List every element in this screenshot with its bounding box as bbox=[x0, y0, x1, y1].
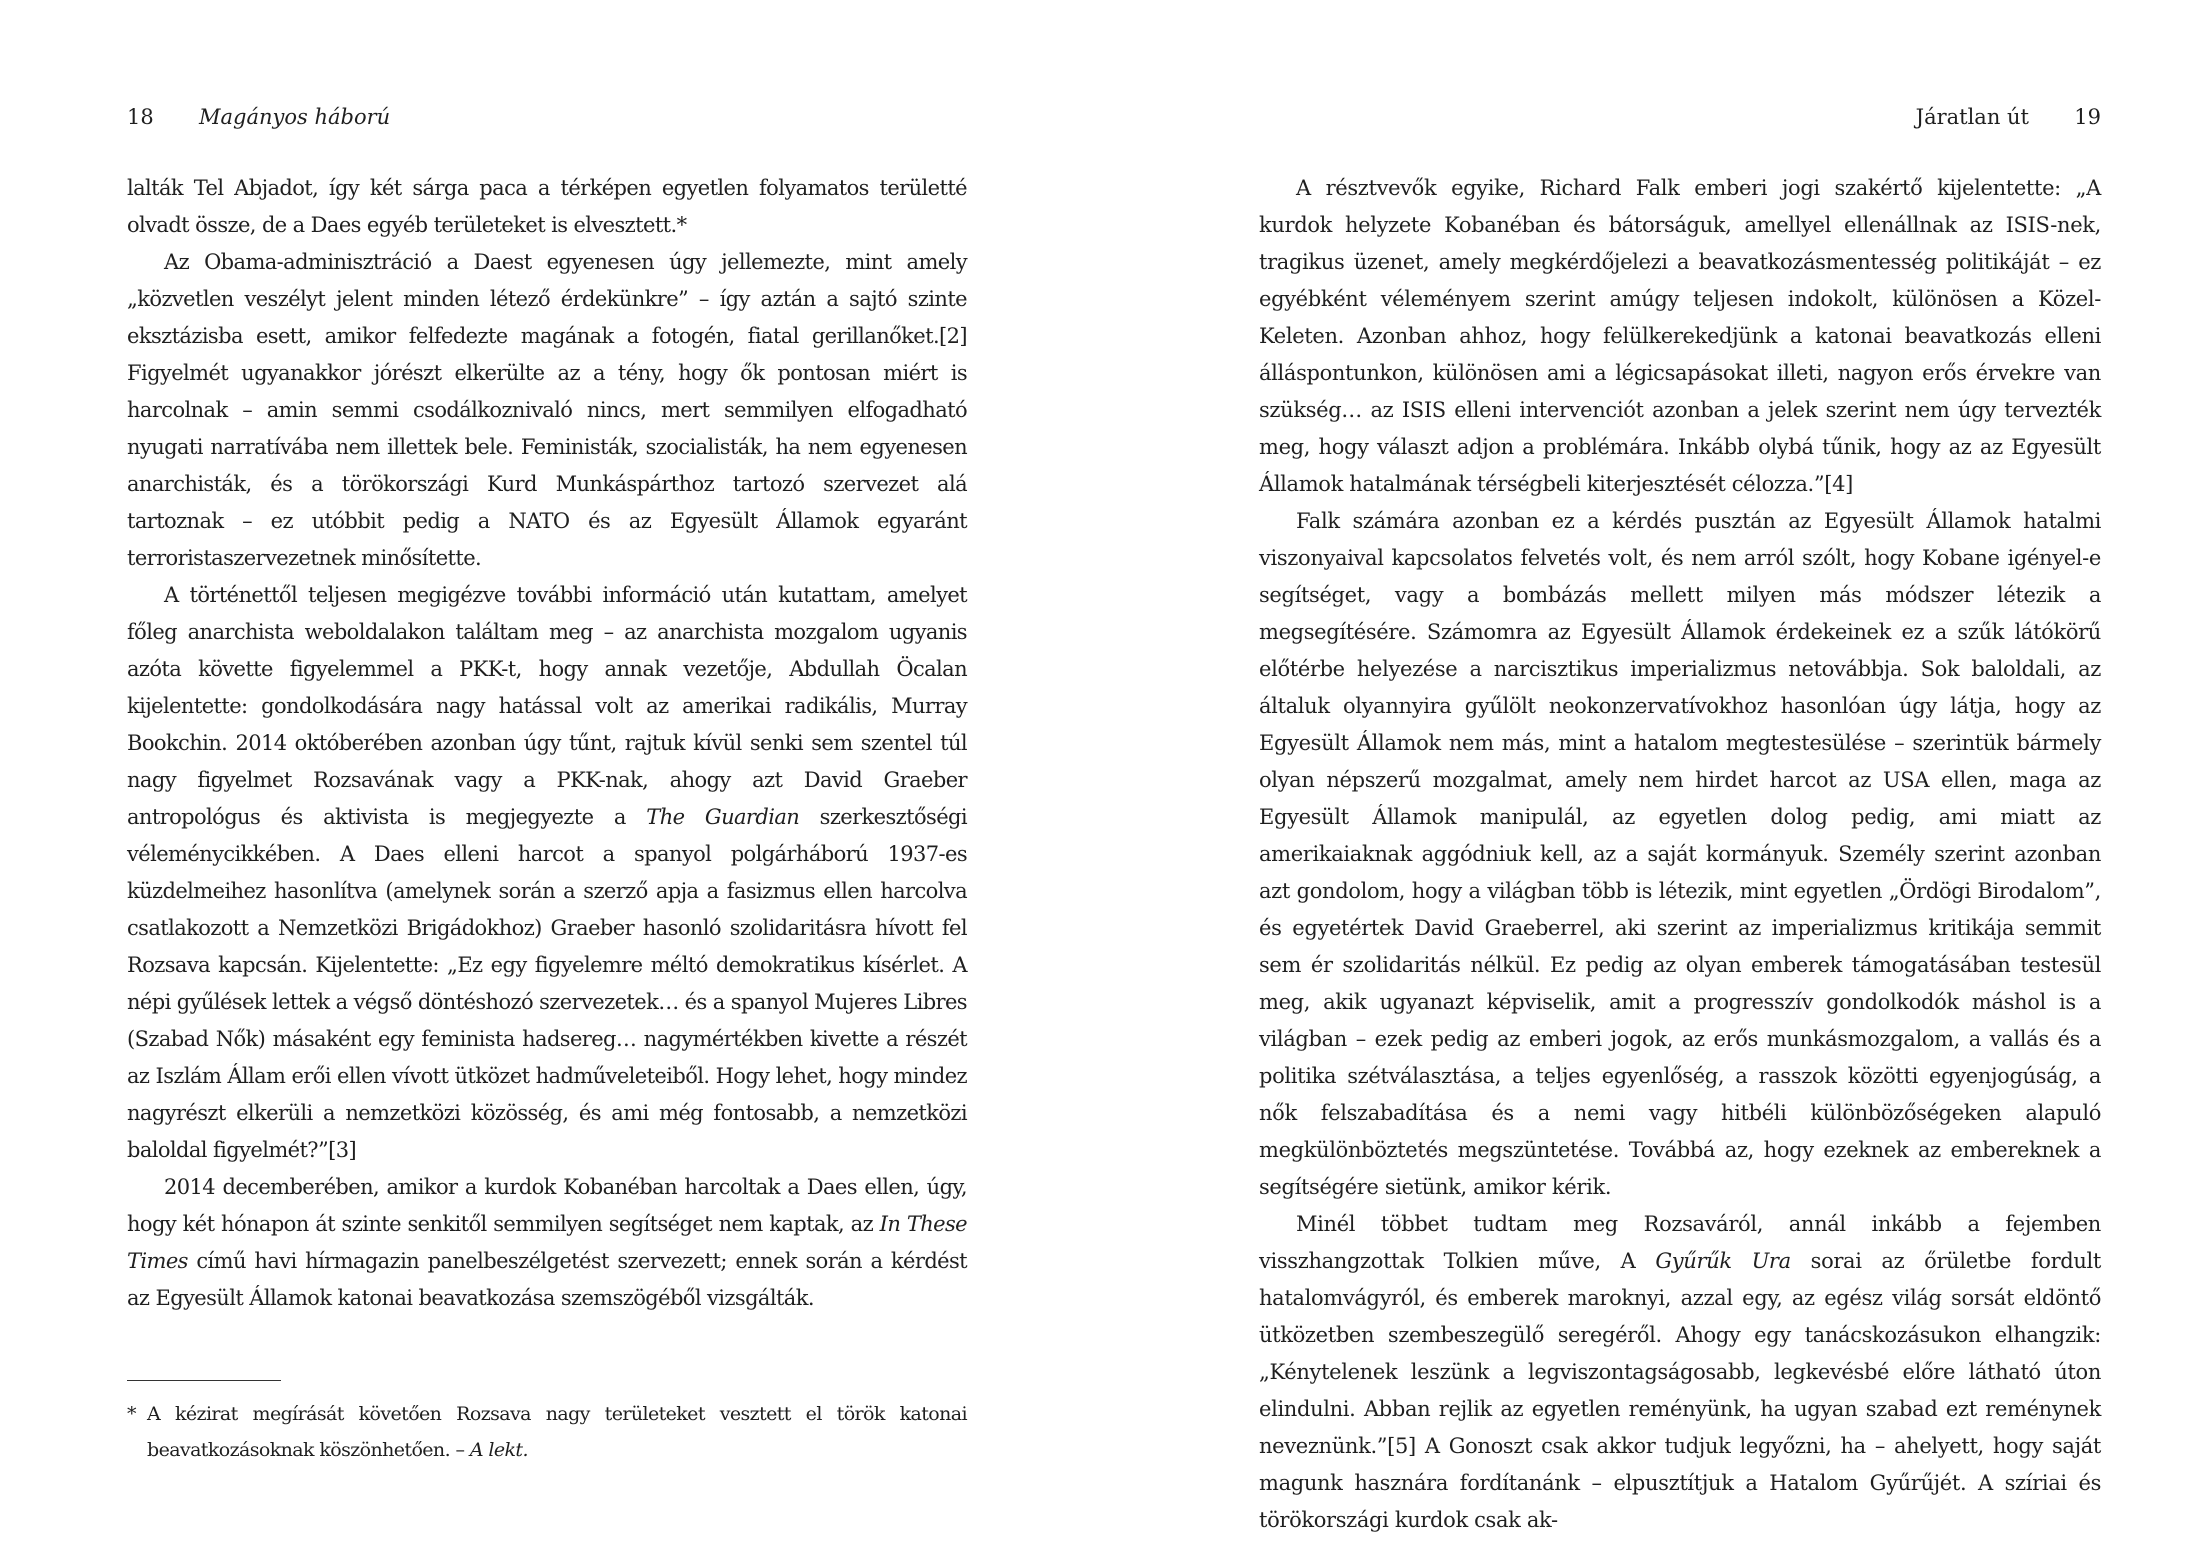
footnote-text: A kézirat megírását követően Rozsava nagy területeket vesztett el török katonai beavatkozásoknak köszönhetően. – bbox=[147, 1403, 967, 1461]
page-number: 18 bbox=[127, 105, 154, 129]
running-title: Magányos háború bbox=[199, 105, 391, 129]
paragraph-text: sorai az őrületbe fordult hatalomvágyról, és emberek maroknyi, azzal egy, az egész világ sorsát eldöntő ütközetben szembeszegülő seregéről. Ahogy egy tanácskozásukon elhangzik: „Kénytelenek leszünk a legviszontagságosabb, legkevésbé előre látható úton elindulni. Abban rejlik az egyetlen reményünk, ha ugyan szabad ezt reménynek neveznünk.”[5] A Gonoszt csak akkor tudjuk legyőzni, ha – ahelyett, hogy saját magunk hasznára fordítanánk – elpusztítjuk a Hatalom Gyűrűjét. A szíriai és törökországi kurdok csak ak- bbox=[1259, 1249, 2102, 1532]
paragraph-text: szerkesztőségi véleménycikkében. A Daes elleni harcot a spanyol polgárháború 1937-es küzdelmeihez hasonlítva (amelynek során a szerző apja a fasizmus ellen harcolva csatlakozott a Nemzetközi Brigádokhoz) Graeber hasonló szolidaritásra hívott fel Rozsava kapcsán. Kijelentette: „Ez egy figyelemre méltó demokratikus kísérlet. A népi gyűlések lettek a végső döntéshozó szervezetek… és a spanyol Mujeres Libres (Szabad Nők) másaként egy feminista hadsereg… nagymértékben kivette a részét az Iszlám Állam erői ellen vívott ütközet hadműveleteiből. Hogy lehet, hogy mindez nagyrészt elkerüli a nemzetközi közösség, és ami még fontosabb, a nemzetközi baloldal figyelmét?”[3] bbox=[127, 805, 967, 1162]
paragraph-text: 2014 decemberében, amikor a kurdok Kobanéban harcoltak a Daes ellen, úgy, hogy két hónapon át szinte senkitől semmilyen segítséget nem kaptak, az bbox=[127, 1175, 967, 1236]
publication-title: In These Times bbox=[127, 1212, 967, 1273]
right-page-body bbox=[1259, 170, 2101, 1539]
paragraph bbox=[127, 1169, 967, 1317]
footnote-divider bbox=[127, 1380, 281, 1381]
footnote-editor-note: A lekt. bbox=[469, 1439, 528, 1461]
book-title: Gyűrűk Ura bbox=[1655, 1249, 1791, 1273]
left-page-body bbox=[127, 170, 967, 1317]
footnote-mark: * bbox=[127, 1403, 136, 1425]
paragraph: Az Obama-adminisztráció a Daest egyenesen úgy jellemezte, mint amely „közvetlen veszélyt jelent minden létező érdekünkre” – így aztán a sajtó szinte eksztázisba esett, amikor felfedezte magának a fotogén, fiatal gerillanőket.[2] Figyelmét ugyanakkor jórészt elkerülte az a tény, hogy ők pontosan miért is harcolnak – amin semmi csodálkoznivaló nincs, mert semmilyen elfogadható nyugati narratívába nem illettek bele. Feministák, szocialisták, ha nem egyenesen anarchisták, és a törökországi Kurd Munkáspárthoz tartozó szervezet alá tartoznak – ez utóbbit pedig a NATO és az Egyesült Államok egyaránt terroristaszervezetnek minősítette. bbox=[127, 250, 967, 570]
left-page bbox=[127, 0, 967, 1567]
right-page bbox=[1259, 0, 2101, 1567]
paragraph: A résztvevők egyike, Richard Falk emberi jogi szakértő kijelentette: „A kurdok helyzete Kobanéban és bátorságuk, amellyel ellenállnak az ISIS-nek, tragikus üzenet, amely megkérdőjelezi a beavatkozásmentesség politikáját – ez egyébként véleményem szerint amúgy teljesen indokolt, különösen a Közel-Keleten. Azonban ahhoz, hogy felülkerekedjünk a katonai beavatkozás elleni álláspontunkon, különösen ami a légicsapásokat illeti, nagyon erős érvekre van szükség… az ISIS elleni intervenciót azonban a jelek szerint nem úgy tervezték meg, hogy választ adjon a problémára. Inkább olybá tűnik, hogy az az Egyesült Államok hatalmának térségbeli kiterjesztését célozza.”[4] bbox=[1259, 176, 2101, 496]
paragraph-text: című havi hírmagazin panelbeszélgetést szervezett; ennek során a kérdést az Egyesült Államok katonai beavatkozása szemszögéből vizsgálták. bbox=[127, 1249, 967, 1310]
paragraph: lalták Tel Abjadot, így két sárga paca a térképen egyetlen folyamatos területté olvadt össze, de a Daes egyéb területeket is elvesztett.* bbox=[127, 176, 967, 237]
paragraph: Falk számára azonban ez a kérdés pusztán az Egyesült Államok hatalmi viszonyaival kapcsolatos felvetés volt, és nem arról szólt, hogy Kobane igényel-e segítséget, vagy a bombázás mellett milyen más módszer létezik a megsegítésére. Számomra az Egyesült Államok érdekeinek ez a szűk látókörű előtérbe helyezése a narcisztikus imperializmus netovábbja. Sok baloldali, az általuk olyannyira gyűlölt neokonzervatívokhoz hasonlóan úgy látja, hogy az Egyesült Államok nem más, mint a hatalom megtestesülése – szerintük bármely olyan népszerű mozgalmat, amely nem hirdet harcot az USA ellen, maga az Egyesült Államok manipulál, az egyetlen dolog pedig, ami miatt az amerikaiaknak aggódniuk kell, az a saját kormányuk. Személy szerint azonban azt gondolom, hogy a világban több is létezik, mint egyetlen „Ördögi Birodalom”, és egyetértek David Graeberrel, aki szerint az imperializmus kritikája semmit sem ér szolidaritás nélkül. Ez pedig az olyan emberek támogatásában testesül meg, akik ugyanazt képviselik, amit a progresszív gondolkodók máshol is a világban – ezek pedig az emberi jogok, az erős munkásmozgalom, a vallás és a politika szétválasztása, a teljes egyenlőség, a rasszok közötti egyenjogúság, a nők felszabadítása és a nemi vagy hitbéli különbözőségeken alapuló megkülönböztetés megszüntetése. Továbbá az, hogy ezeknek az embereknek a segítségére sietünk, amikor kérik. bbox=[1259, 509, 2101, 1199]
page-number: 19 bbox=[2074, 105, 2101, 129]
right-page-header bbox=[1259, 100, 2101, 134]
paragraph-text: Minél többet tudtam meg Rozsaváról, annál inkább a fejemben visszhangzottak Tolkien műve, A bbox=[1259, 1212, 2101, 1273]
publication-title: The Guardian bbox=[646, 805, 800, 829]
paragraph bbox=[1259, 1206, 2101, 1539]
running-title: Járatlan út bbox=[1915, 105, 2029, 129]
paragraph-text: A történettől teljesen megigézve további információ után kutattam, amelyet főleg anarchista weboldalakon találtam meg – az anarchista mozgalom ugyanis azóta követte figyelemmel a PKK-t, hogy annak vezetője, Abdullah Öcalan kijelentette: gondolkodására nagy hatással volt az amerikai radikális, Murray Bookchin. 2014 októberében azonban úgy tűnt, rajtuk kívül senki sem szentel túl nagy figyelmet Rozsavának vagy a PKK-nak, ahogy azt David Graeber antropológus és aktivista is megjegyezte a bbox=[127, 583, 967, 829]
footnote bbox=[127, 1396, 967, 1468]
left-page-header bbox=[127, 100, 967, 134]
paragraph bbox=[127, 577, 967, 1169]
